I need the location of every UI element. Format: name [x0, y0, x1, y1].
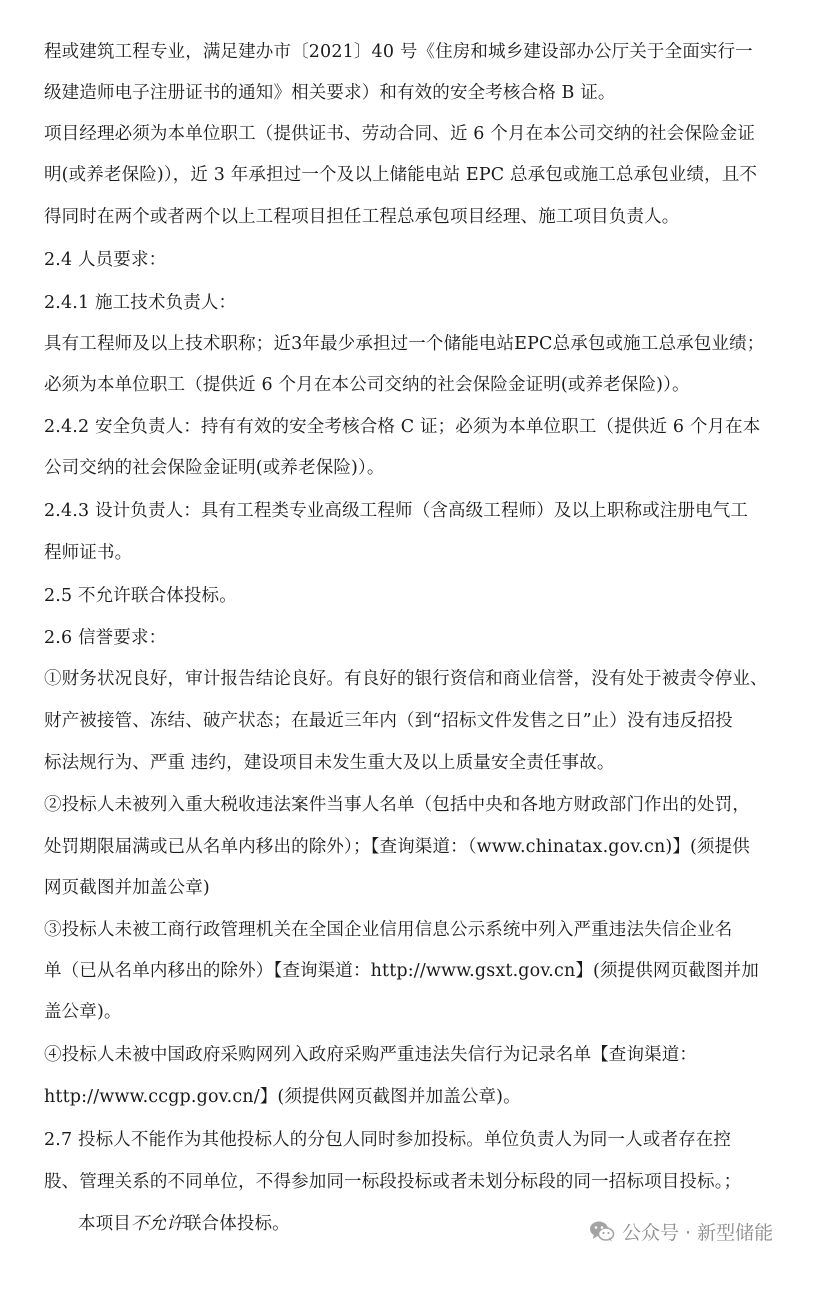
text-line: 必须为本单位职工（提供近 6 个月在本公司交纳的社会保险金证明(或养老保险)）。 [44, 375, 690, 395]
text-line: 标法规行为、严重 违约，建设项目未发生重大及以上质量安全责任事故。 [44, 753, 615, 773]
text-line: http://www.ccgp.gov.cn/】(须提供网页截图并加盖公章)。 [44, 1087, 521, 1107]
text-line: 单（已从名单内移出的除外）【查询渠道：http://www.gsxt.gov.cn】(须提供网页截图并加 [44, 961, 759, 981]
text-line: 网页截图并加盖公章) [44, 878, 210, 898]
section-heading: 2.4 人员要求： [44, 250, 167, 270]
text-line: 程师证书。 [44, 543, 133, 563]
text-line: 级建造师电子注册证书的通知》相关要求）和有效的安全考核合格 B 证。 [44, 83, 616, 103]
text-line: 处罚期限届满或已从名单内移出的除外）；【查询渠道：（www.chinatax.gov.cn)】(须提供 [44, 837, 750, 857]
text-line: 具有工程师及以上技术职称；近3年最少承担过一个储能电站EPC总承包或施工总承包业绩； [44, 334, 765, 354]
text-line: 公司交纳的社会保险金证明(或养老保险)）。 [44, 458, 385, 478]
text-line: ①财务状况良好，审计报告结论良好。有良好的银行资信和商业信誉，没有处于被责令停业、 [44, 669, 768, 689]
closing-prefix: 本项目 [78, 1214, 131, 1234]
text-line: 财产被接管、冻结、破产状态；在最近三年内（到“招标文件发售之日”止）没有违反招投 [44, 711, 733, 731]
text-line: 2.4.3 设计负责人：具有工程类专业高级工程师（含高级工程师）及以上职称或注册电气工 [44, 501, 749, 521]
text-line: ③投标人未被工商行政管理机关在全国企业信用信息公示系统中列入严重违法失信企业名 [44, 920, 733, 940]
section-heading: 2.6 信誉要求： [44, 628, 167, 648]
text-line: ②投标人未被列入重大税收违法案件当事人名单（包括中央和各地方财政部门作出的处罚， [44, 795, 750, 815]
text-line: 股、管理关系的不同单位，不得参加同一标段投标或者未划分标段的同一招标项目投标。； [44, 1172, 742, 1192]
closing-suffix: 联合体投标。 [183, 1214, 290, 1234]
watermark-text: 公众号 · 新型储能 [622, 1221, 774, 1244]
text-line: 2.4.2 安全负责人：持有有效的安全考核合格 C 证；必须为本单位职工（提供近 6 个月在本 [44, 417, 761, 437]
watermark [588, 1216, 773, 1246]
section-heading: 2.5 不允许联合体投标。 [44, 586, 237, 606]
section-heading: 2.4.1 施工技术负责人： [44, 293, 237, 313]
text-line: 程或建筑工程专业，满足建办市〔2021〕40 号《住房和城乡建设部办公厅关于全面实行一 [44, 42, 753, 62]
text-line: 盖公章)。 [44, 1002, 122, 1022]
text-line: 项目经理必须为本单位职工（提供证书、劳动合同、近 6 个月在本公司交纳的社会保险金证 [44, 124, 756, 144]
text-line: 得同时在两个或者两个以上工程项目担任工程总承包项目经理、施工项目负责人。 [44, 207, 680, 227]
wechat-icon [588, 1217, 616, 1245]
text-line: ④投标人未被中国政府采购网列入政府采购严重违法失信行为记录名单【查询渠道： [44, 1045, 698, 1065]
text-line: 2.7 投标人不能作为其他投标人的分包人同时参加投标。单位负责人为同一人或者存在控 [44, 1130, 732, 1150]
closing-emphasis: 不允许 [130, 1214, 184, 1234]
text-line: 明(或养老保险)），近 3 年承担过一个及以上储能电站 EPC 总承包或施工总承包业绩，且不 [44, 165, 758, 185]
